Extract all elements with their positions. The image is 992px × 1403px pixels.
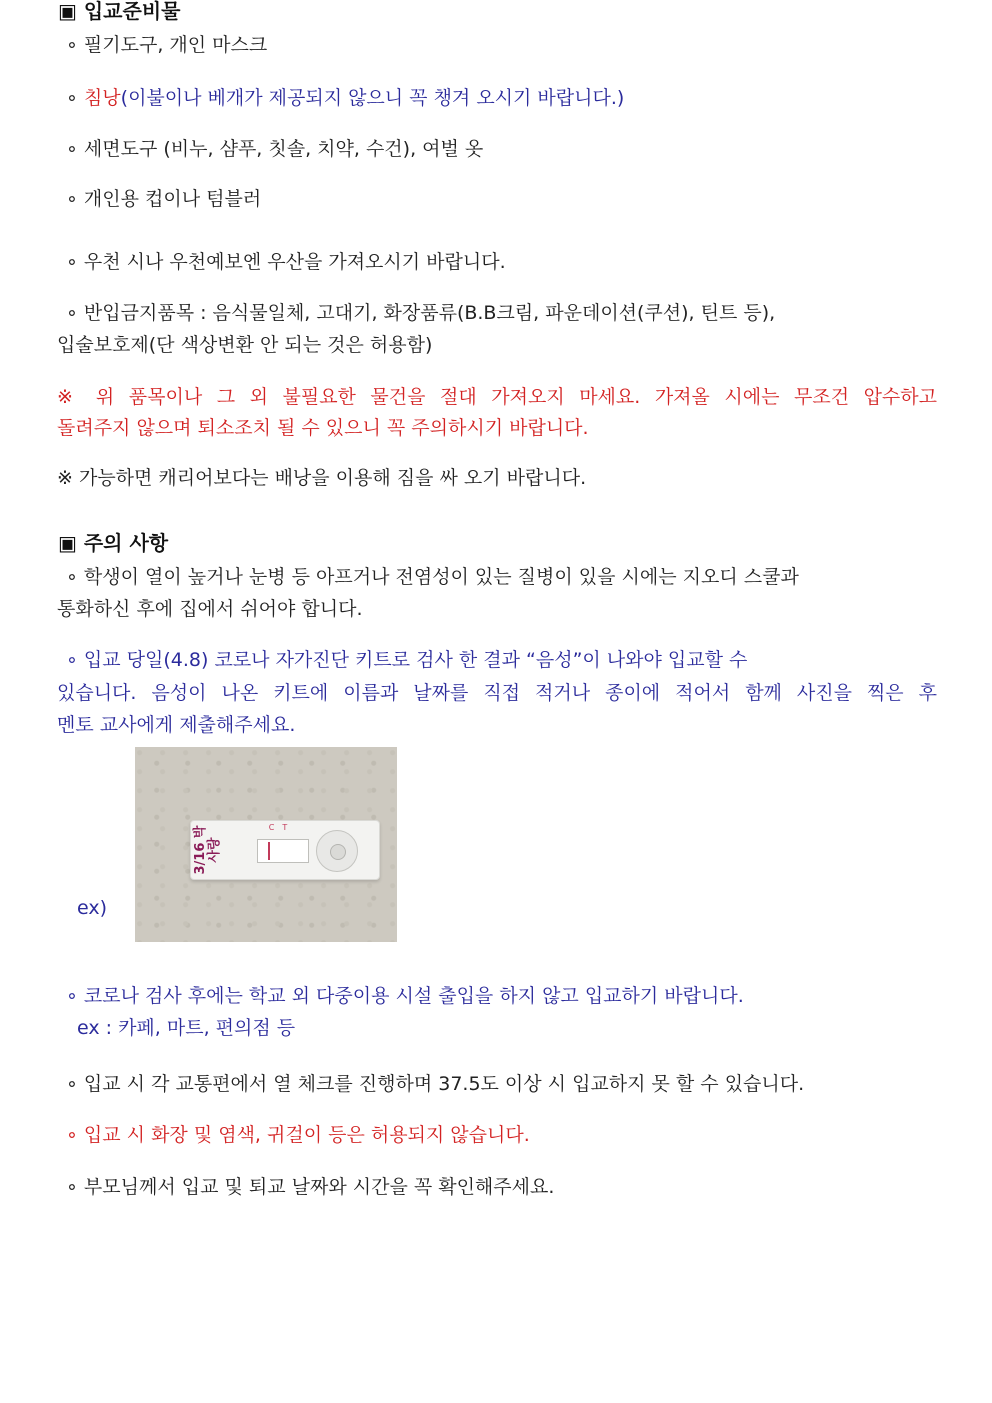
- section-heading-supplies: ▣ 입교준비물: [58, 0, 181, 23]
- test-kit-photo: [135, 747, 397, 942]
- kit-sample-well-inner: [330, 844, 346, 860]
- item-stationery: ∘ 필기도구, 개인 마스크: [66, 34, 268, 56]
- parents-note: ∘ 부모님께서 입교 및 퇴교 날짜와 시간을 꼭 확인해주세요.: [66, 1176, 555, 1198]
- illness-line2: 통화하신 후에 집에서 쉬어야 합니다.: [57, 598, 363, 620]
- backpack-tip: ※ 가능하면 캐리어보다는 배낭을 이용해 짐을 싸 오기 바랍니다.: [57, 467, 587, 489]
- facility-line1: ∘ 코로나 검사 후에는 학교 외 다중이용 시설 출입을 하지 않고 입교하기 바랍니다.: [66, 985, 744, 1007]
- illness-line1: ∘ 학생이 열이 높거나 눈병 등 아프거나 전염성이 있는 질병이 있을 시에는 지오디 스쿨과: [66, 566, 799, 588]
- kit-handwritten-label: 3/16 박사랑: [193, 825, 222, 875]
- covid-line1: ∘ 입교 당일(4.8) 코로나 자가진단 키트로 검사 한 결과 “음성”이 나와야 입교할 수: [66, 649, 748, 671]
- test-kit-cassette: [190, 820, 380, 880]
- sleeping-bag-note: (이불이나 베개가 제공되지 않으니 꼭 챙겨 오시기 바랍니다.): [120, 87, 625, 109]
- banned-items-line1: ∘ 반입금지품목 : 음식물일체, 고대기, 화장품류(B.B크림, 파운데이션(쿠션), 틴트 등),: [66, 302, 776, 324]
- covid-line3: 멘토 교사에게 제출해주세요.: [57, 714, 296, 736]
- warning-line2: 돌려주지 않으며 퇴소조치 될 수 있으니 꼭 주의하시기 바랍니다.: [57, 417, 589, 439]
- fever-check: ∘ 입교 시 각 교통편에서 열 체크를 진행하며 37.5도 이상 시 입교하지 못 할 수 있습니다.: [66, 1073, 805, 1095]
- makeup-rule: ∘ 입교 시 화장 및 염색, 귀걸이 등은 허용되지 않습니다.: [66, 1124, 530, 1146]
- kit-result-window: [257, 839, 309, 863]
- kit-sample-well: [316, 830, 358, 872]
- banned-items-line2: 입술보호제(단 색상변환 안 되는 것은 허용함): [57, 334, 433, 356]
- kit-control-line: [268, 842, 270, 860]
- example-label: ex): [77, 897, 108, 919]
- facility-line2: ex : 카페, 마트, 편의점 등: [77, 1017, 296, 1039]
- item-umbrella: ∘ 우천 시나 우천예보엔 우산을 가져오시기 바랍니다.: [66, 251, 506, 273]
- section-heading-cautions: ▣ 주의 사항: [58, 531, 169, 555]
- item-sleeping-bag: [66, 87, 624, 109]
- bullet: ∘: [66, 87, 84, 109]
- item-toiletries: ∘ 세면도구 (비누, 샴푸, 칫솔, 치약, 수건), 여벌 옷: [66, 138, 484, 160]
- item-cup: ∘ 개인용 컵이나 텀블러: [66, 188, 262, 210]
- sleeping-bag-label: 침낭: [83, 87, 121, 109]
- warning-line1: ※ 위 품목이나 그 외 불필요한 물건을 절대 가져오지 마세요. 가져올 시에는 무조건 압수하고: [57, 386, 937, 408]
- kit-ct-marker: CT: [268, 823, 296, 832]
- covid-line2: 있습니다. 음성이 나온 키트에 이름과 날짜를 직접 적거나 종이에 적어서 함께 사진을 찍은 후: [57, 682, 937, 704]
